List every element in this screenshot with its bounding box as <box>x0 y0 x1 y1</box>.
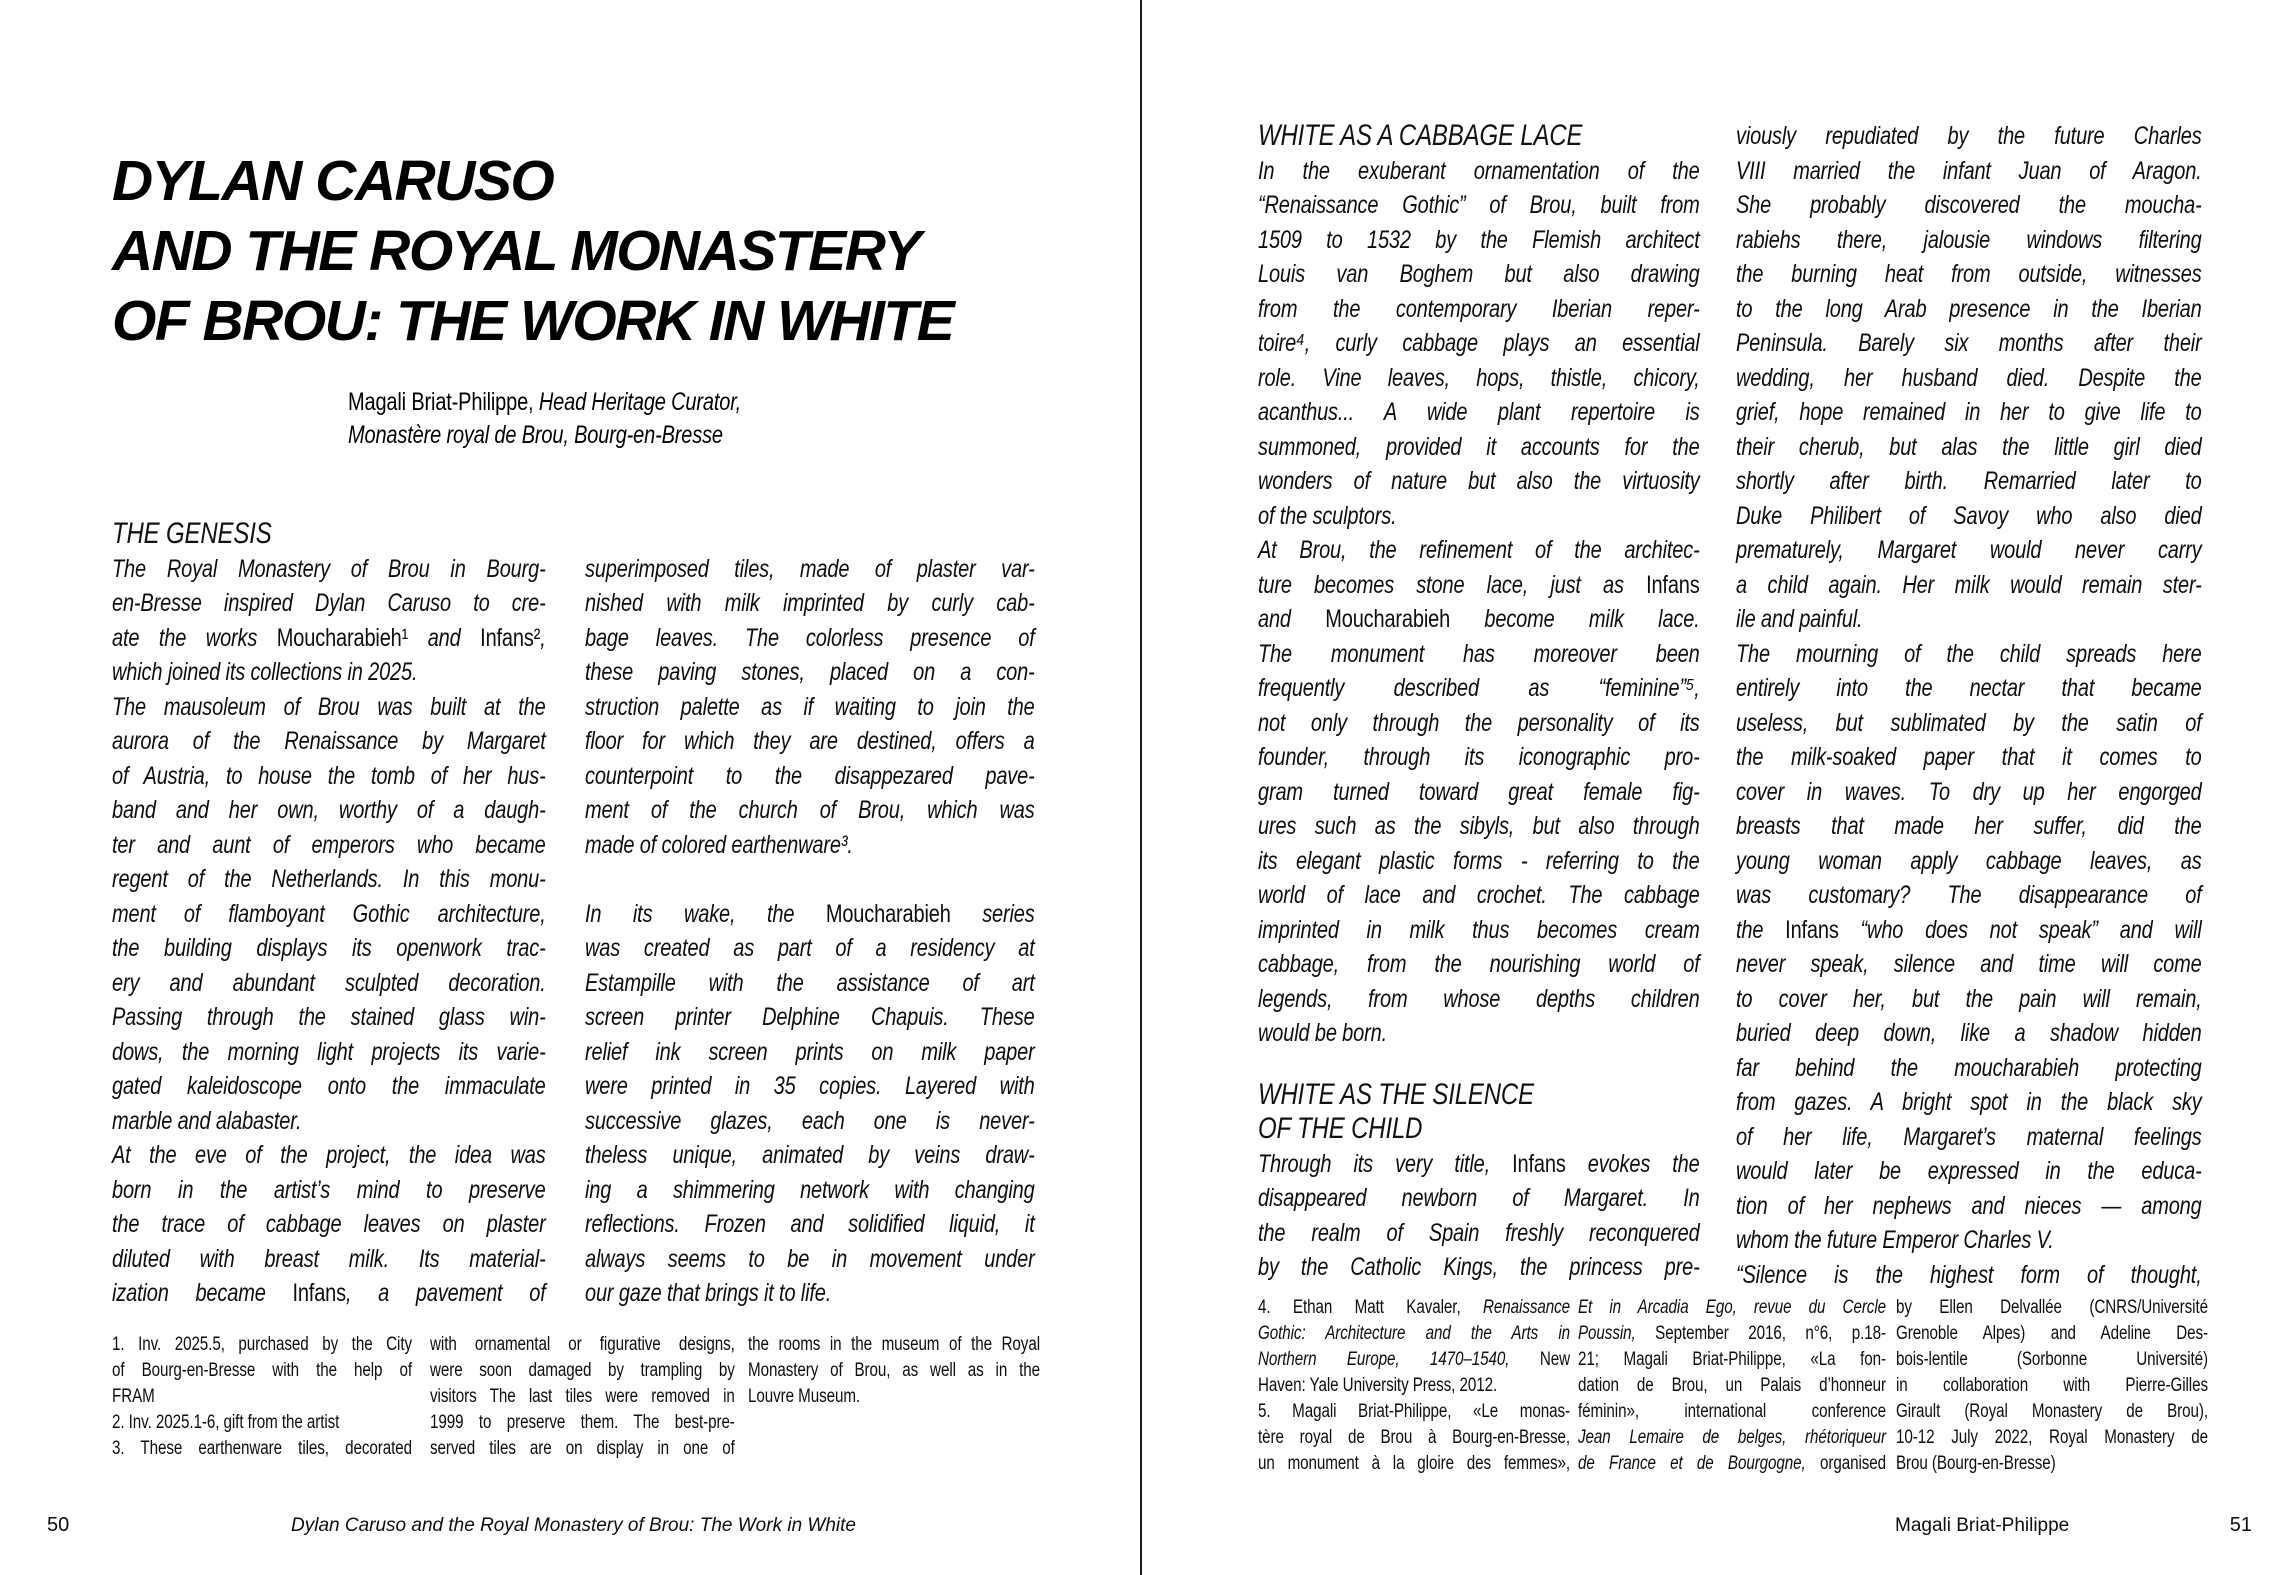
byline-line: Magali Briat-Philippe, Head Heritage Curator, <box>348 388 742 416</box>
page-number-right: 51 <box>2229 1514 2252 1536</box>
text-line: Grenoble Alpes) and Adeline Des- <box>1896 1323 2208 1344</box>
text-line: At Brou, the refinement of the architec- <box>1258 536 1700 564</box>
paragraph <box>748 1332 1040 1410</box>
text-line: wonders of nature but also the virtuosity <box>1258 467 1700 495</box>
text-line: dation de Brou, un Palais d’honneur <box>1578 1375 1886 1396</box>
text-line: far behind the moucharabieh protecting <box>1736 1053 2202 1082</box>
text-line: the burning heat from outside, witnesses <box>1736 260 2202 288</box>
text-line: bage leaves. The colorless presence of <box>585 623 1035 652</box>
text-line: cover in waves. To dry up her engorged <box>1736 777 2202 806</box>
page-gutter-divider <box>1140 0 1142 1575</box>
footnote-column <box>748 1332 1040 1410</box>
text-line: cabbage, from the nourishing world of <box>1258 950 1700 978</box>
text-line: Northern Europe, 1470–1540, New <box>1258 1349 1570 1370</box>
emphasis-span: Monastère royal de Brou, Bourg-en-Bresse <box>348 421 723 449</box>
emphasis-span: Et in Arcadia Ego, revue du Cercle <box>1578 1297 1886 1318</box>
text-line: marble and alabaster. <box>112 1106 302 1135</box>
text-line: Peninsula. Barely six months after their <box>1736 329 2202 357</box>
text-line: legends, from whose depths children <box>1258 984 1700 1013</box>
text-line: 1999 to preserve them. The best-pre- <box>430 1412 735 1433</box>
left-page-column-2 <box>585 517 1035 1311</box>
text-line: Monastery of Brou, as well as in the <box>748 1360 1040 1381</box>
text-line: WHITE AS A CABBAGE LACE <box>1258 119 1583 152</box>
text-line: gram turned toward great female fig- <box>1258 777 1700 806</box>
text-line: 1. Inv. 2025.5, purchased by the City <box>112 1334 412 1355</box>
text-line: grief, hope remained in her to give life to <box>1736 398 2202 426</box>
text-line: ile and painful. <box>1736 605 1863 633</box>
text-line: visitors The last tiles were removed in <box>430 1386 735 1407</box>
paragraph <box>112 552 546 1311</box>
text-line: gated kaleidoscope onto the immaculate <box>112 1072 546 1100</box>
text-line: breasts that made her suffer, did the <box>1736 812 2202 840</box>
text-line: rabiehs there, jalousie windows filtering <box>1736 225 2202 254</box>
text-line <box>1258 1321 1570 1347</box>
running-footer-right: Magali Briat-Philippe <box>1895 1515 2070 1536</box>
text-line: disappeared newborn of Margaret. In <box>1258 1184 1700 1212</box>
text-line: prematurely, Margaret would never carry <box>1736 536 2202 564</box>
text-line: its elegant plastic forms - referring to the <box>1258 846 1700 875</box>
text-line: buried deep down, like a shadow hidden <box>1736 1019 2202 1047</box>
text-line: would later be expressed in the educa- <box>1736 1157 2202 1185</box>
text-line: ures such as the sibyls, but also through <box>1258 812 1700 840</box>
text-line: would be born. <box>1258 1019 1387 1047</box>
paragraph <box>1736 119 2202 1292</box>
text-line: the trace of cabbage leaves on plaster <box>112 1210 546 1238</box>
paragraph <box>1258 154 1700 534</box>
text-line: always seems to be in movement under <box>585 1244 1035 1273</box>
text-line: screen printer Delphine Chapuis. These <box>585 1003 1035 1031</box>
text-line: ery and abundant sculpted decoration. <box>112 968 546 997</box>
text-line: The mausoleum of Brou was built at the <box>112 692 546 721</box>
text-line: 1509 to 1532 by the Flemish architect <box>1258 225 1700 254</box>
text-line: in collaboration with Pierre-Gilles <box>1896 1375 2208 1396</box>
text-line: useless, but sublimated by the satin of <box>1736 708 2202 737</box>
text-line: tion of her nephews and nieces — among <box>1736 1191 2202 1220</box>
text-line: made of colored earthenware³. <box>585 830 853 859</box>
text-line: not only through the personality of its <box>1258 708 1700 737</box>
text-line: WHITE AS THE SILENCE <box>1258 1077 1534 1111</box>
text-line: from gazes. A bright spot in the black sky <box>1736 1088 2202 1116</box>
text-line: entirely into the nectar that became <box>1736 674 2202 702</box>
text-line: floor for which they are destined, offers a <box>585 727 1035 755</box>
text-line: the milk-soaked paper that it comes to <box>1736 743 2202 771</box>
text-line: The Royal Monastery of Brou in Bourg- <box>112 554 546 583</box>
byline-line <box>348 419 796 452</box>
text-line: ment of flamboyant Gothic architecture, <box>112 899 546 928</box>
text-line: born in the artist’s mind to preserve <box>112 1175 546 1204</box>
footnote-column <box>1258 1295 1570 1477</box>
text-line: their cherub, but alas the little girl died <box>1736 432 2202 461</box>
text-line: of the sculptors. <box>1258 501 1397 530</box>
text-line: dows, the morning light projects its varie- <box>112 1037 546 1066</box>
byline <box>348 386 796 452</box>
text-line: by Ellen Delvallée (CNRS/Université <box>1896 1297 2208 1318</box>
text-line: en-Bresse inspired Dylan Caruso to cre- <box>112 589 546 617</box>
text-line: “Renaissance Gothic” of Brou, built from <box>1258 191 1700 219</box>
text-line: tère royal de Brou à Bourg-en-Bresse, <box>1258 1427 1570 1448</box>
text-line: The mourning of the child spreads here <box>1736 639 2202 668</box>
text-line: The monument has moreover been <box>1258 639 1700 668</box>
text-line: a child again. Her milk would remain ster- <box>1736 570 2202 599</box>
text-line: of Austria, to house the tomb of her hus- <box>112 761 546 790</box>
text-line: was created as part of a residency at <box>585 934 1035 962</box>
section-heading <box>1258 119 1700 154</box>
text-line: reflections. Frozen and solidified liquid, it <box>585 1210 1035 1238</box>
text-line: world of lace and crochet. The cabbage <box>1258 881 1700 909</box>
text-line: successive glazes, each one is never- <box>585 1106 1035 1135</box>
text-line: ate the works Moucharabieh¹ and Infans², <box>112 623 546 652</box>
text-line: She probably discovered the moucha- <box>1736 191 2202 219</box>
text-line: de France et de Bourgogne, organised <box>1578 1453 1887 1474</box>
footnote-column <box>1896 1295 2208 1477</box>
title-line: AND THE ROYAL MONASTERY <box>112 219 920 284</box>
text-line: role. Vine leaves, hops, thistle, chicory, <box>1258 363 1700 392</box>
page-number-left: 50 <box>47 1514 70 1536</box>
text-line: founder, through its iconographic pro- <box>1258 743 1700 771</box>
text-line: acanthus... A wide plant repertoire is <box>1258 398 1700 426</box>
paragraph <box>112 1332 412 1462</box>
emphasis-span: Infans <box>1646 570 1700 599</box>
emphasis-span: Infans <box>1512 1149 1566 1178</box>
right-page-column-1 <box>1258 119 1700 1285</box>
text-line: band and her own, worthy of a daugh- <box>112 796 546 824</box>
right-page-column-2 <box>1736 119 2202 1292</box>
paragraph <box>1258 1295 1570 1477</box>
text-line: the realm of Spain freshly reconquered <box>1258 1218 1700 1247</box>
article-title <box>112 146 1112 356</box>
text-line: toire⁴, curly cabbage plays an essential <box>1258 329 1700 357</box>
emphasis-span: Head Heritage Curator, <box>538 388 742 416</box>
paragraph <box>585 897 1035 1311</box>
text-line: struction palette as if waiting to join the <box>585 692 1035 721</box>
section-heading <box>112 517 546 552</box>
text-line: the rooms in the museum of the Royal <box>748 1334 1040 1355</box>
text-line: VIII married the infant Juan of Aragon. <box>1736 156 2202 185</box>
text-line: our gaze that brings it to life. <box>585 1279 832 1307</box>
text-line: Louvre Museum. <box>748 1386 861 1407</box>
text-line: At the eve of the project, the idea was <box>112 1141 546 1169</box>
paragraph <box>1578 1295 1886 1477</box>
section-heading <box>1258 1078 1700 1147</box>
text-line: Duke Philibert of Savoy who also died <box>1736 501 2202 530</box>
text-line: ization became Infans, a pavement of <box>112 1279 546 1307</box>
text-line: Haven: Yale University Press, 2012. <box>1258 1375 1498 1396</box>
text-line: young woman apply cabbage leaves, as <box>1736 846 2202 875</box>
emphasis-span: Moucharabieh¹ <box>276 623 409 652</box>
text-line: nished with milk imprinted by curly cab- <box>585 589 1035 617</box>
text-line: 3. These earthenware tiles, decorated <box>112 1438 412 1459</box>
text-line: of her life, Margaret’s maternal feelings <box>1736 1122 2202 1151</box>
paragraph <box>1258 1147 1700 1285</box>
emphasis-span: Poussin, <box>1578 1323 1636 1344</box>
text-line: Estampille with the assistance of art <box>585 968 1035 997</box>
text-line: theless unique, animated by veins draw- <box>585 1141 1035 1169</box>
emphasis-span: Infans <box>292 1279 346 1307</box>
emphasis-span: Moucharabieh <box>1325 605 1451 633</box>
paragraph-gap <box>585 517 1035 552</box>
text-line: ter and aunt of emperors who became <box>112 830 546 859</box>
text-line: relief ink screen prints on milk paper <box>585 1037 1035 1066</box>
text-line: superimposed tiles, made of plaster var- <box>585 554 1035 583</box>
text-line: and Moucharabieh become milk lace. <box>1258 605 1700 633</box>
text-line: aurora of the Renaissance by Margaret <box>112 727 546 755</box>
text-line: OF THE CHILD <box>1258 1112 1423 1145</box>
text-line: In the exuberant ornamentation of the <box>1258 156 1700 185</box>
text-line: with ornamental or figurative designs, <box>430 1334 735 1355</box>
text-line: Girault (Royal Monastery de Brou), <box>1896 1401 2208 1422</box>
title-line: OF BROU: THE WORK IN WHITE <box>112 289 954 354</box>
emphasis-span: de France et de Bourgogne, <box>1578 1453 1806 1474</box>
text-line: was customary? The disappearance of <box>1736 881 2202 909</box>
left-page-column-1 <box>112 517 546 1311</box>
text-line: frequently described as “feminine”⁵, <box>1258 674 1700 702</box>
text-line: regent of the Netherlands. In this monu- <box>112 865 546 893</box>
text-line <box>1578 1425 1886 1451</box>
emphasis-span: Moucharabieh <box>825 899 951 928</box>
emphasis-span: Jean Lemaire de belges, rhétoriqueur <box>1578 1427 1886 1448</box>
text-line: were soon damaged by trampling by <box>430 1360 735 1381</box>
text-line: counterpoint to the disappezared pave- <box>585 761 1035 790</box>
text-line: the building displays its openwork trac- <box>112 934 546 962</box>
running-footer-left: Dylan Caruso and the Royal Monastery of Brou: The Work in White <box>291 1515 856 1536</box>
paragraph <box>1896 1295 2208 1477</box>
emphasis-span: Infans² <box>480 623 541 652</box>
text-line: “Silence is the highest form of thought, <box>1736 1260 2202 1289</box>
text-line: un monument à la gloire des femmes», <box>1258 1453 1570 1474</box>
text-line: bois-lentile (Sorbonne Université) <box>1896 1349 2208 1370</box>
footnote-column <box>430 1332 735 1462</box>
text-line: diluted with breast milk. Its material- <box>112 1244 546 1273</box>
text-line: FRAM <box>112 1386 155 1407</box>
text-line <box>1578 1295 1886 1321</box>
text-line: never speak, silence and time will come <box>1736 950 2202 978</box>
emphasis-span: Northern Europe, 1470–1540, <box>1258 1349 1510 1370</box>
text-line: Poussin, September 2016, n°6, p.18- <box>1578 1323 1886 1344</box>
text-line: wedding, her husband died. Despite the <box>1736 363 2202 392</box>
text-line: ment of the church of Brou, which was <box>585 796 1035 824</box>
footnote-column <box>1578 1295 1886 1477</box>
text-line: to cover her, but the pain will remain, <box>1736 984 2202 1013</box>
text-line: whom the future Emperor Charles V. <box>1736 1226 2054 1254</box>
paragraph <box>585 552 1035 863</box>
text-line: Louis van Boghem but also drawing <box>1258 260 1700 288</box>
text-line: Brou (Bourg-en-Bresse) <box>1896 1453 2056 1474</box>
text-line: served tiles are on display in one of <box>430 1438 735 1459</box>
text-line: the Infans “who does not speak” and will <box>1736 915 2202 944</box>
text-line: ing a shimmering network with changing <box>585 1175 1035 1204</box>
text-line: 21; Magali Briat-Philippe, «La fon- <box>1578 1349 1886 1370</box>
text-line: shortly after birth. Remarried later to <box>1736 467 2202 495</box>
paragraph-gap <box>1258 1051 1700 1078</box>
text-line: ture becomes stone lace, just as Infans <box>1258 570 1700 599</box>
text-line: summoned, provided it accounts for the <box>1258 432 1700 461</box>
text-line: 2. Inv. 2025.1-6, gift from the artist <box>112 1412 340 1433</box>
emphasis-span: Gothic: Architecture and the Arts in <box>1258 1323 1570 1344</box>
text-line: these paving stones, placed on a con- <box>585 658 1035 686</box>
text-line: THE GENESIS <box>112 517 272 550</box>
text-line: of Bourg-en-Bresse with the help of <box>112 1360 412 1381</box>
text-line: 4. Ethan Matt Kavaler, Renaissance <box>1258 1297 1570 1318</box>
text-line: 5. Magali Briat-Philippe, «Le monas- <box>1258 1401 1570 1422</box>
text-line: 10-12 July 2022, Royal Monastery de <box>1896 1427 2208 1448</box>
text-line: imprinted in milk thus becomes cream <box>1258 915 1700 944</box>
footnote-column <box>112 1332 412 1462</box>
title-line: DYLAN CARUSO <box>112 149 554 214</box>
paragraph <box>430 1332 735 1462</box>
text-line: were printed in 35 copies. Layered with <box>585 1072 1035 1100</box>
paragraph <box>1258 533 1700 1051</box>
text-line: from the contemporary Iberian reper- <box>1258 294 1700 323</box>
text-line: In its wake, the Moucharabieh series <box>585 899 1035 928</box>
text-line: Passing through the stained glass win- <box>112 1003 546 1031</box>
paragraph-gap <box>585 862 1035 897</box>
text-line: which joined its collections in 2025. <box>112 658 418 686</box>
text-line: Through its very title, Infans evokes the <box>1258 1149 1700 1178</box>
text-line: viously repudiated by the future Charles <box>1736 122 2202 150</box>
text-line: féminin», international conference <box>1578 1401 1886 1422</box>
emphasis-span: Infans <box>1785 915 1839 944</box>
text-line: by the Catholic Kings, the princess pre- <box>1258 1253 1700 1281</box>
text-line: to the long Arab presence in the Iberian <box>1736 294 2202 323</box>
emphasis-span: Renaissance <box>1483 1297 1570 1318</box>
